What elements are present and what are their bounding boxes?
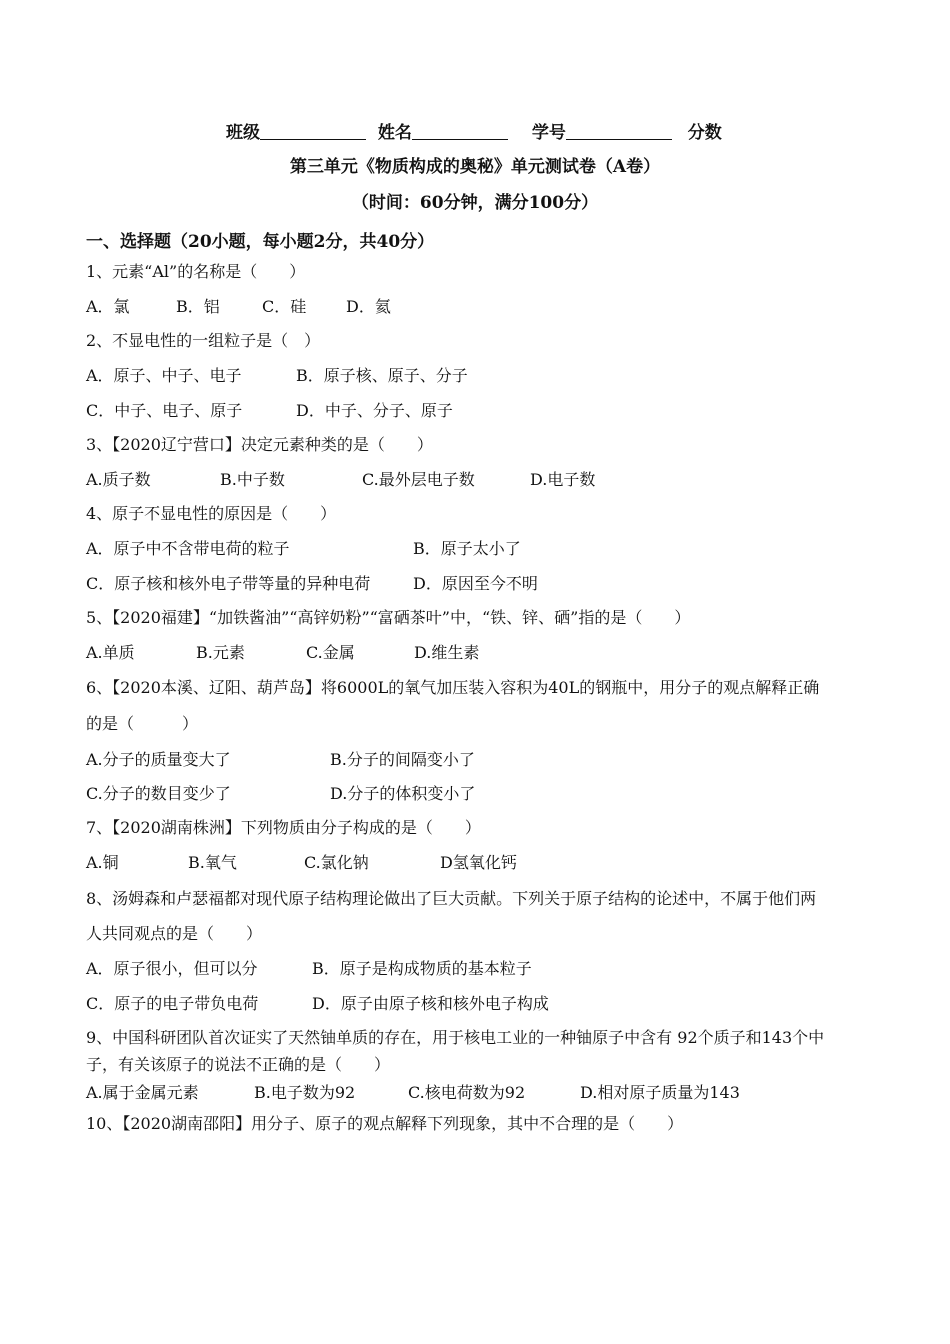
score-label: 分数: [687, 123, 722, 143]
id-label: 学号: [531, 123, 566, 143]
page-title: 第三单元《物质构成的奥秘》单元测试卷（A卷）: [289, 157, 661, 177]
q1-option-a: A．氯: [86, 297, 130, 316]
q2-option-d: D．中子、分子、原子: [296, 401, 453, 420]
q4-option-b: B．原子太小了: [413, 539, 521, 558]
question-1-stem: 1、元素“Al”的名称是（ ）: [86, 262, 306, 281]
q5-option-d: D.维生素: [414, 643, 480, 662]
section-title: 一、选择题（20小题，每小题2分，共40分）: [86, 232, 435, 252]
q9-option-c: C.核电荷数为92: [408, 1083, 526, 1102]
q1-option-d: D．氦: [346, 297, 391, 316]
question-10-stem: 10、【2020湖南邵阳】用分子、原子的观点解释下列现象，其中不合理的是（ ）: [86, 1114, 684, 1133]
name-label: 姓名: [377, 123, 412, 143]
q2-option-b: B．原子核、原子、分子: [296, 366, 468, 385]
q1-option-b: B．铝: [176, 297, 220, 316]
question-3-stem: 3、【2020辽宁营口】决定元素种类的是（ ）: [86, 435, 433, 454]
q5-option-b: B.元素: [196, 643, 245, 662]
page-subtitle: （时间：60分钟，满分100分）: [351, 193, 599, 213]
question-6-stem: 6、【2020本溪、辽阳、葫芦岛】将6000L的氧气加压装入容积为40L的钢瓶中，用分子的观点解释正确: [86, 678, 820, 697]
q2-option-c: C．中子、电子、原子: [86, 401, 243, 420]
q2-option-a: A．原子、中子、电子: [86, 366, 242, 385]
q9-option-b: B.电子数为92: [254, 1083, 356, 1102]
q4-option-d: D．原因至今不明: [413, 574, 538, 593]
question-7-stem: 7、【2020湖南株洲】下列物质由分子构成的是（ ）: [86, 818, 481, 837]
question-8-stem-continued: 人共同观点的是（ ）: [86, 924, 263, 943]
q6-option-a: A.分子的质量变大了: [86, 750, 231, 769]
q1-option-c: C．硅: [262, 297, 307, 316]
q8-option-c: C．原子的电子带负电荷: [86, 994, 259, 1013]
q6-option-c: C.分子的数目变少了: [86, 784, 231, 803]
student-info-row: [226, 118, 722, 143]
id-blank: [566, 123, 672, 140]
q7-option-b: B.氧气: [188, 853, 237, 872]
question-2-stem: 2、不显电性的一组粒子是（ ）: [86, 331, 321, 350]
question-9-stem: 9、中国科研团队首次证实了天然铀单质的存在，用于核电工业的一种铀原子中含有 92个质子和143个中: [86, 1028, 825, 1047]
q3-option-c: C.最外层电子数: [362, 470, 475, 489]
q6-option-d: D.分子的体积变小了: [330, 784, 476, 803]
question-8-stem: 8、汤姆森和卢瑟福都对现代原子结构理论做出了巨大贡献。下列关于原子结构的论述中，不属于他们两: [86, 889, 817, 908]
q7-option-a: A.铜: [86, 853, 119, 872]
q9-option-a: A.属于金属元素: [86, 1083, 199, 1102]
q8-option-a: A．原子很小，但可以分: [86, 959, 258, 978]
class-blank: [260, 123, 366, 140]
q6-option-b: B.分子的间隔变小了: [330, 750, 475, 769]
q3-option-d: D.电子数: [530, 470, 596, 489]
q3-option-b: B.中子数: [220, 470, 285, 489]
class-label: 班级: [226, 123, 260, 143]
question-6-stem-continued: 的是（ ）: [86, 714, 199, 733]
name-blank: [412, 123, 508, 140]
q4-option-c: C．原子核和核外电子带等量的异种电荷: [86, 574, 371, 593]
q3-option-a: A.质子数: [86, 470, 151, 489]
q8-option-b: B．原子是构成物质的基本粒子: [312, 959, 532, 978]
q8-option-d: D．原子由原子核和核外电子构成: [312, 994, 549, 1013]
question-4-stem: 4、原子不显电性的原因是（ ）: [86, 504, 337, 523]
q7-option-c: C.氯化钠: [304, 853, 369, 872]
question-5-stem: 5、【2020福建】“加铁酱油”“高锌奶粉”“富硒茶叶”中，“铁、锌、硒”指的是（ ）: [86, 608, 691, 627]
question-9-stem-continued: 子，有关该原子的说法不正确的是（ ）: [86, 1055, 391, 1074]
q4-option-a: A．原子中不含带电荷的粒子: [86, 539, 290, 558]
q9-option-d: D.相对原子质量为143: [580, 1083, 740, 1102]
q7-option-d: D氢氧化钙: [440, 853, 517, 872]
q5-option-c: C.金属: [306, 643, 355, 662]
q5-option-a: A.单质: [86, 643, 135, 662]
